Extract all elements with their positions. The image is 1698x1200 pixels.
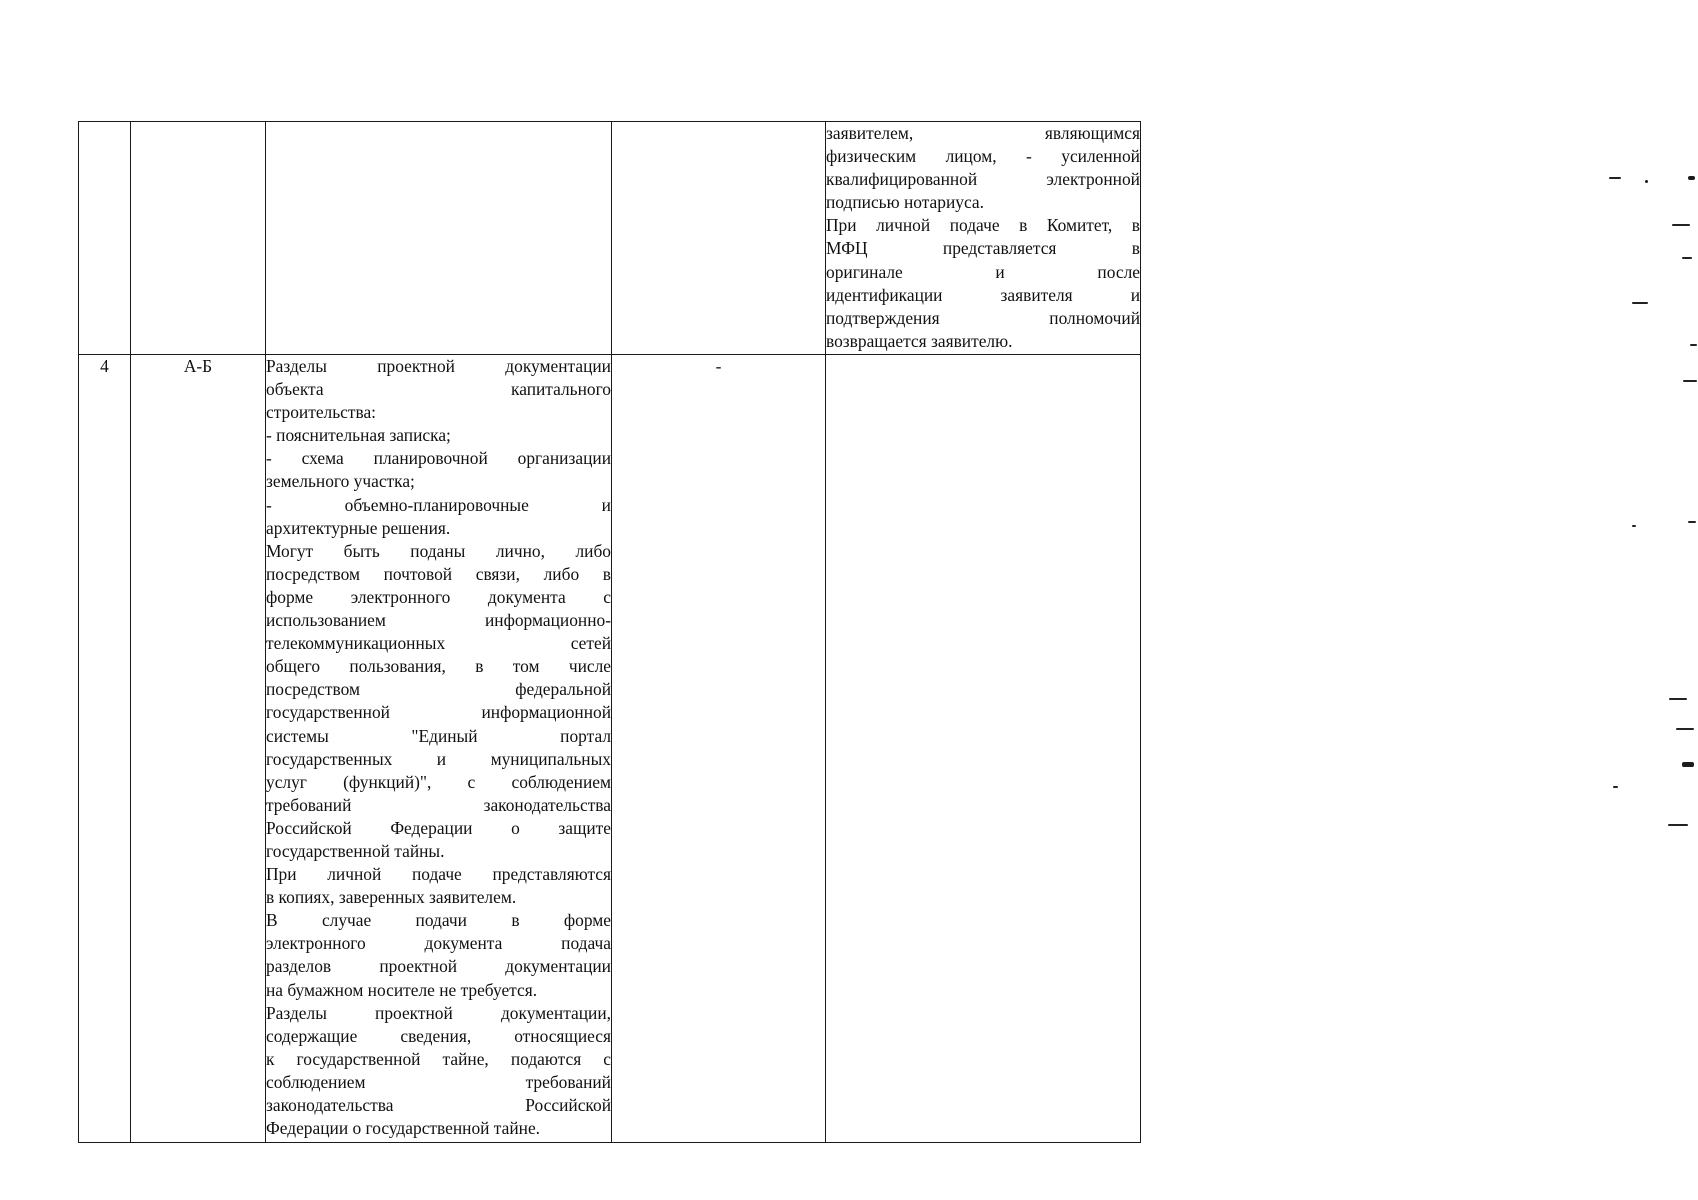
scan-artifact <box>1688 521 1696 523</box>
text-line: физическим лицом, - усиленной <box>826 146 1140 167</box>
scan-artifact <box>1632 302 1648 304</box>
cell-number-empty <box>79 122 131 355</box>
text-line: МФЦ представляется в <box>826 238 1140 259</box>
text-line: разделов проектной документации <box>266 956 611 977</box>
text-line: к государственной тайне, подаются с <box>266 1048 611 1069</box>
cell-requirements-continued <box>826 122 1141 355</box>
text-line: - объемно-планировочные и <box>266 494 611 515</box>
scan-artifact <box>1672 224 1690 226</box>
text-line: требований законодательства <box>266 794 611 815</box>
cell-description <box>266 355 612 1143</box>
text-line: подтверждения полномочий <box>826 307 1140 328</box>
scan-artifact <box>1676 728 1694 730</box>
cell-row-number: 4 <box>79 355 131 1143</box>
text-line: посредством федеральной <box>266 679 611 700</box>
text-line: содержащие сведения, относящиеся <box>266 1025 611 1046</box>
description-text <box>266 355 611 1140</box>
text-line: подписью нотариуса. <box>826 192 984 213</box>
text-line: квалифицированной электронной <box>826 169 1140 190</box>
text-line: оригинале и после <box>826 261 1140 282</box>
text-line: земельного участка; <box>266 471 415 492</box>
text-line: на бумажном носителе не требуется. <box>266 979 538 1000</box>
text-line: Разделы проектной документации <box>266 356 611 376</box>
text-line: В случае подачи в форме <box>266 910 611 931</box>
text-line: использованием информационно- <box>266 610 611 631</box>
cell-description-empty <box>266 122 612 355</box>
scan-artifact <box>1682 762 1694 767</box>
text-line: законодательства Российской <box>266 1095 611 1115</box>
text-line: Российской Федерации о защите <box>266 817 611 838</box>
text-line: государственной информационной <box>266 702 611 723</box>
scan-artifact <box>1688 176 1695 180</box>
text-line: общего пользования, в том числе <box>266 656 611 677</box>
text-line: форме электронного документа с <box>266 586 611 607</box>
scan-artifact <box>1645 180 1648 183</box>
text-line: соблюдением требований <box>266 1071 611 1092</box>
cell-requirements-empty <box>826 355 1141 1143</box>
text-line: идентификации заявителя и <box>826 284 1140 305</box>
text-line: услуг (функций)", с соблюдением <box>266 771 611 792</box>
scan-artifact <box>1632 525 1636 527</box>
cell-category: А-Б <box>131 355 266 1143</box>
text-line: Могут быть поданы лично, либо <box>266 540 611 561</box>
text-line: строительства: <box>266 402 377 423</box>
scan-artifact <box>1683 380 1697 382</box>
scan-artifact <box>1609 177 1621 179</box>
scan-artifact <box>1613 786 1618 788</box>
scan-artifact <box>1668 824 1688 826</box>
text-line: объекта капитального <box>266 379 611 400</box>
table-row-4 <box>79 355 1141 1143</box>
document-table <box>78 121 1141 1143</box>
text-line: При личной подаче в Комитет, в <box>826 215 1140 236</box>
cell-category-empty <box>131 122 266 355</box>
text-line: посредством почтовой связи, либо в <box>266 563 611 584</box>
text-line: в копиях, заверенных заявителем. <box>266 887 517 908</box>
text-line: Разделы проектной документации, <box>266 1002 611 1023</box>
text-line: При личной подаче представляются <box>266 864 611 885</box>
table-row-continuation <box>79 122 1141 355</box>
text-line: заявителем, являющимся <box>826 123 1140 143</box>
text-line: системы "Единый портал <box>266 725 611 746</box>
scan-artifact <box>1669 698 1687 700</box>
text-line: Федерации о государственной тайне. <box>266 1118 541 1139</box>
cell-col4-dash: - <box>612 355 826 1143</box>
text-line: электронного документа подача <box>266 933 611 954</box>
text-line: государственной тайны. <box>266 840 445 861</box>
cell-col4-empty <box>612 122 826 355</box>
text-line: телекоммуникационных сетей <box>266 633 611 654</box>
text-line: возвращается заявителю. <box>826 330 1013 351</box>
requirements-text <box>826 122 1140 353</box>
text-line: - пояснительная записка; <box>266 425 451 446</box>
text-line: - схема планировочной организации <box>266 448 611 469</box>
scan-artifact <box>1682 257 1692 259</box>
text-line: архитектурные решения. <box>266 517 451 538</box>
scan-artifact <box>1690 344 1697 346</box>
text-line: государственных и муниципальных <box>266 748 611 769</box>
